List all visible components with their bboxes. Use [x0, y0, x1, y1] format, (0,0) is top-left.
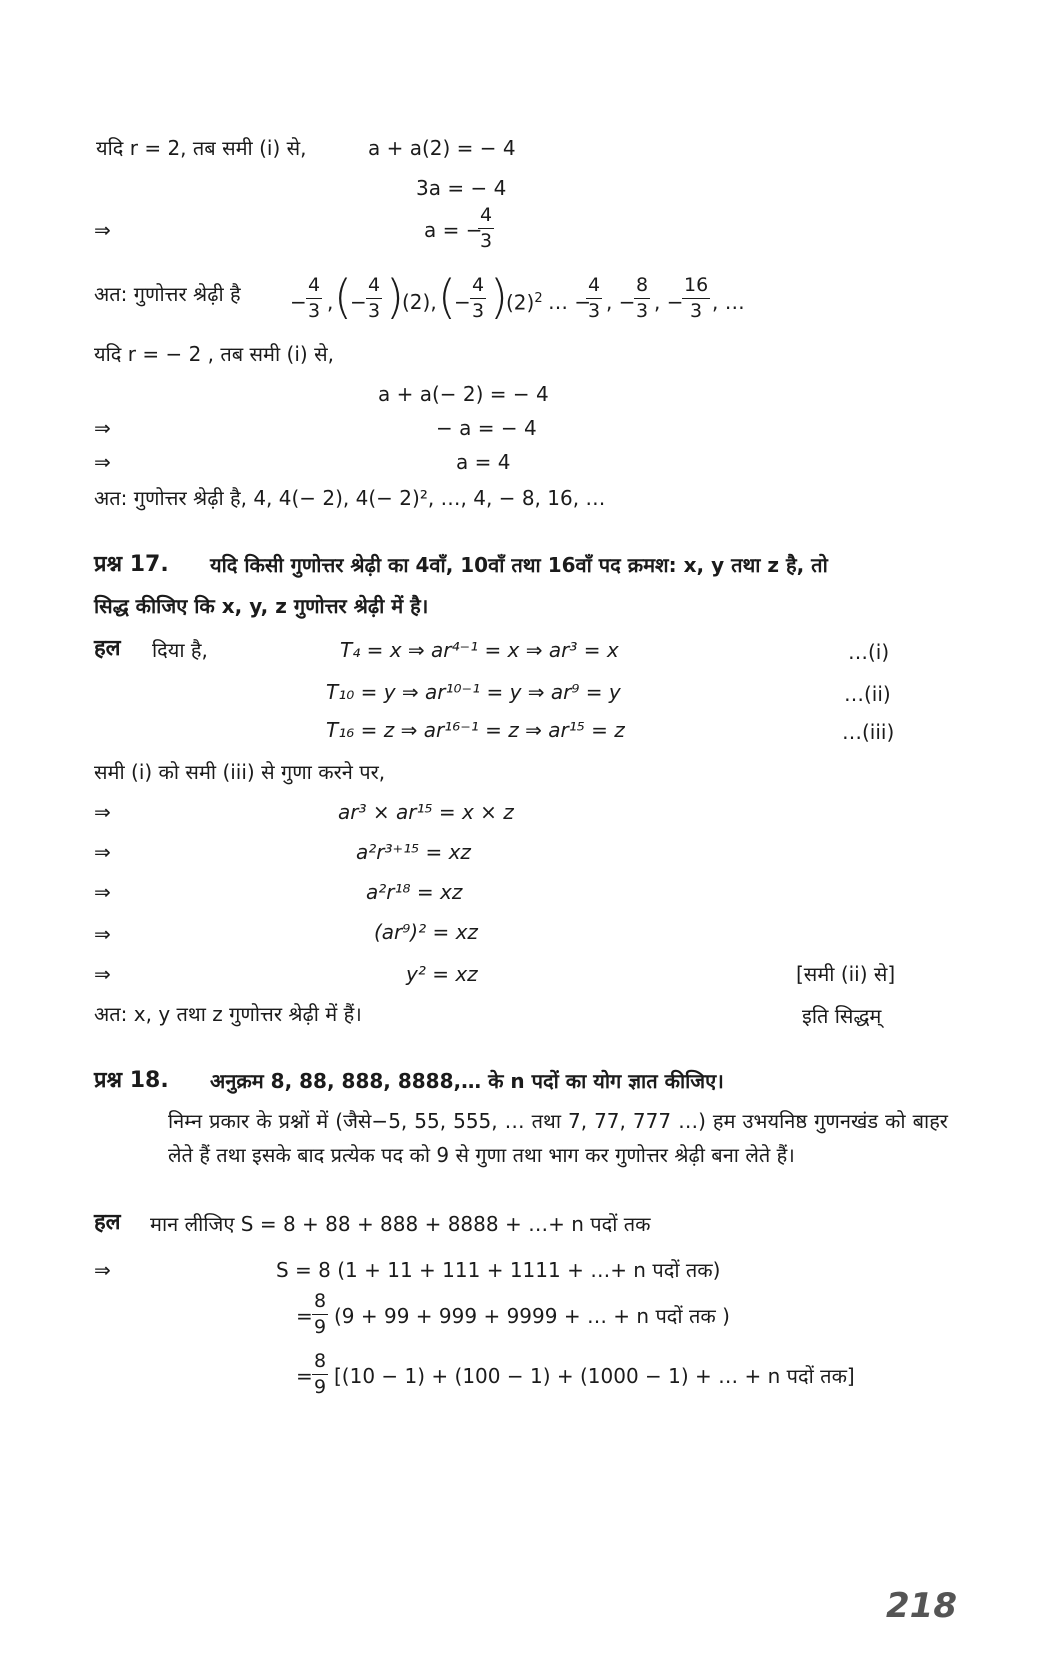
- right-paren: ): [490, 270, 508, 324]
- gp1-intro: अत: गुणोत्तर श्रेढ़ी है: [94, 282, 241, 306]
- fraction: [312, 1352, 328, 1397]
- minus-sign: −: [350, 290, 367, 314]
- gp2-line: अत: गुणोत्तर श्रेढ़ी है, 4, 4(− 2), 4(− 2)², …, 4, − 8, 16, …: [94, 486, 606, 510]
- comma: ,: [327, 290, 334, 314]
- fraction-denominator: 9: [314, 1316, 327, 1338]
- fraction: [634, 276, 650, 321]
- base: (2): [506, 290, 535, 315]
- case1-equation-1: a + a(2) = − 4: [368, 136, 516, 160]
- fraction-denominator: 3: [472, 300, 485, 322]
- implies-arrow: ⇒: [94, 840, 111, 864]
- fraction-numerator: 16: [682, 276, 710, 299]
- implies-arrow: ⇒: [94, 922, 111, 946]
- fraction-numerator: 4: [586, 276, 602, 299]
- fraction-numerator: 4: [470, 276, 486, 299]
- equation-ref-step-5: [समी (ii) से]: [796, 962, 896, 986]
- equation-ref-3: …(iii): [842, 720, 895, 744]
- minus-sign: −: [454, 290, 471, 314]
- q17-conclusion: अत: x, y तथा z गुणोत्तर श्रेढ़ी में हैं।: [94, 1002, 362, 1026]
- equation-ref-2: …(ii): [844, 682, 891, 706]
- q17-step-4: (ar⁹)² = xz: [374, 920, 478, 944]
- implies-arrow: ⇒: [94, 962, 111, 986]
- question-18-note: निम्न प्रकार के प्रश्नों में (जैसे−5, 55, 555, … तथा 7, 77, 777 …) हम उभयनिष्ठ गुणनखंड को बाहर लेते हैं तथा इसके बाद प्रत्येक पद को 9 से गुणा तथा भाग कर गुणोत्तर श्रेढ़ी बना लेते हैं।: [168, 1109, 948, 1167]
- implies-arrow: ⇒: [94, 880, 111, 904]
- fraction-denominator: 3: [308, 300, 321, 322]
- fraction-denominator: 3: [636, 300, 649, 322]
- case2-equation-2: − a = − 4: [436, 416, 537, 440]
- question-18-text: अनुक्रम 8, 88, 888, 8888,… के n पदों का योग ज्ञात कीजिए।: [210, 1069, 724, 1093]
- q17-step-1: ar³ × ar¹⁵ = x × z: [338, 800, 514, 824]
- q18-equation-2: (9 + 99 + 999 + 9999 + … + n पदों तक ): [334, 1304, 730, 1328]
- q18-equation-1: S = 8 (1 + 11 + 111 + 1111 + …+ n पदों तक): [276, 1258, 721, 1282]
- minus-sign: −: [290, 290, 307, 314]
- case1-equation-2: 3a = − 4: [416, 176, 507, 200]
- q17-step-5: y² = xz: [406, 962, 478, 986]
- solution-label: हल: [94, 1210, 121, 1235]
- fraction: [470, 276, 486, 321]
- page-number: 218: [886, 1586, 957, 1626]
- q17-equation-1: T₄ = x ⇒ ar⁴⁻¹ = x ⇒ ar³ = x: [340, 638, 619, 662]
- separator: , −: [606, 290, 636, 314]
- q17-equation-3: T₁₆ = z ⇒ ar¹⁶⁻¹ = z ⇒ ar¹⁵ = z: [326, 718, 625, 742]
- fraction: [478, 206, 494, 251]
- fraction-numerator: 4: [478, 206, 494, 229]
- case2-condition: यदि r = − 2 , तब समी (i) से,: [94, 342, 334, 366]
- fraction-numerator: 8: [634, 276, 650, 299]
- gp1-end: , …: [712, 290, 745, 314]
- fraction-denominator: 3: [480, 230, 493, 252]
- case2-equation-3: a = 4: [456, 450, 511, 474]
- proved-text: इति सिद्धम्: [802, 1004, 882, 1028]
- fraction: [306, 276, 322, 321]
- fraction: [312, 1292, 328, 1337]
- fraction: [682, 276, 710, 321]
- q18-let: मान लीजिए S = 8 + 88 + 888 + 8888 + …+ n पदों तक: [150, 1212, 651, 1236]
- gp1-two: (2),: [402, 290, 437, 314]
- implies-arrow: ⇒: [94, 416, 111, 440]
- fraction-denominator: 3: [690, 300, 703, 322]
- exponent: 2: [534, 291, 543, 306]
- q17-equation-2: T₁₀ = y ⇒ ar¹⁰⁻¹ = y ⇒ ar⁹ = y: [326, 680, 621, 704]
- fraction: [366, 276, 382, 321]
- q17-step-3: a²r¹⁸ = xz: [366, 880, 463, 904]
- fraction-denominator: 9: [314, 1376, 327, 1398]
- implies-arrow: ⇒: [94, 800, 111, 824]
- multiply-text: समी (i) को समी (iii) से गुणा करने पर,: [94, 760, 386, 784]
- q17-step-2: a²r³⁺¹⁵ = xz: [356, 840, 471, 864]
- fraction-denominator: 3: [368, 300, 381, 322]
- question-17-label: प्रश्न 17.: [94, 552, 169, 577]
- question-17-text-line1: यदि किसी गुणोत्तर श्रेढ़ी का 4वाँ, 10वाँ तथा 16वाँ पद क्रमश: x, y तथा z है, तो: [210, 553, 828, 577]
- gp1-two-squared: [506, 292, 543, 313]
- fraction-numerator: 4: [366, 276, 382, 299]
- equals-sign: =: [296, 1364, 313, 1388]
- case1-condition: यदि r = 2, तब समी (i) से,: [96, 136, 307, 160]
- case2-equation-1: a + a(− 2) = − 4: [378, 382, 549, 406]
- gp1-dots: … −: [548, 290, 592, 314]
- equation-ref-1: …(i): [848, 640, 890, 664]
- separator: , −: [654, 290, 684, 314]
- fraction-numerator: 4: [306, 276, 322, 299]
- implies-arrow: ⇒: [94, 450, 111, 474]
- implies-arrow: ⇒: [94, 1258, 111, 1282]
- right-paren: ): [386, 270, 404, 324]
- equals-sign: =: [296, 1304, 313, 1328]
- fraction-denominator: 3: [588, 300, 601, 322]
- fraction: [586, 276, 602, 321]
- given-text: दिया है,: [152, 638, 208, 662]
- case1-equation-3: a = −: [424, 218, 483, 242]
- fraction-numerator: 8: [312, 1292, 328, 1315]
- solution-label: हल: [94, 636, 121, 661]
- implies-arrow: ⇒: [94, 218, 111, 242]
- q18-equation-3: [(10 − 1) + (100 − 1) + (1000 − 1) + … + n पदों तक]: [334, 1364, 855, 1388]
- question-18-label: प्रश्न 18.: [94, 1068, 169, 1093]
- question-17-text-line2: सिद्ध कीजिए कि x, y, z गुणोत्तर श्रेढ़ी में है।: [94, 594, 429, 618]
- left-paren: (: [438, 270, 456, 324]
- fraction-numerator: 8: [312, 1352, 328, 1375]
- left-paren: (: [334, 270, 352, 324]
